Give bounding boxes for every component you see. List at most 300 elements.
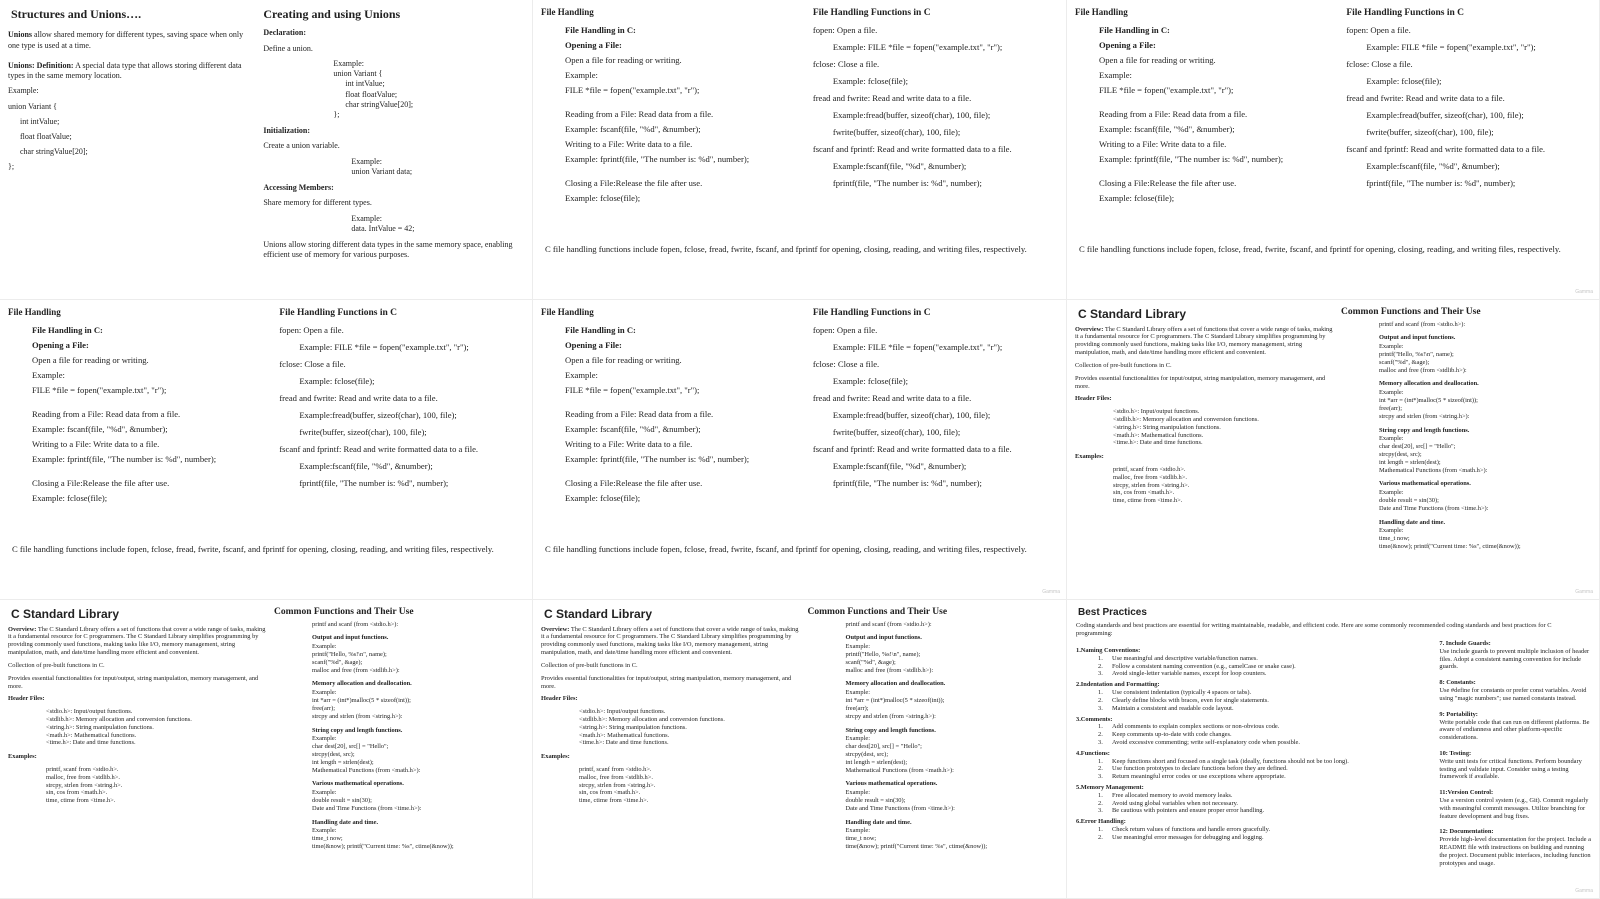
header-files-label: Header Files: bbox=[8, 695, 45, 703]
func-line: Example: bbox=[845, 789, 870, 797]
fh-func: fclose: Close a file. bbox=[812, 359, 880, 370]
fh-line: Example: fprintf(file, "The number is: %d", number); bbox=[565, 153, 750, 164]
func-heading: String copy and length functions. bbox=[312, 726, 403, 734]
fh-line: Example: fclose(file); bbox=[32, 492, 108, 503]
fh-func-example: Example:fread(buffer, sizeof(char), 100, file); bbox=[1366, 110, 1524, 121]
decl-text: Define a union. bbox=[263, 43, 313, 53]
func-line: double result = sin(30); bbox=[1379, 497, 1439, 505]
init-text: Create a union variable. bbox=[263, 141, 340, 151]
func-line: Example: bbox=[845, 689, 870, 697]
fh-line: Example: fscanf(file, "%d", &number); bbox=[1099, 123, 1235, 134]
example-item: printf, scanf from <stdio.h>. bbox=[1113, 466, 1186, 473]
bp-section bbox=[1076, 750, 1374, 781]
func-line: Example: bbox=[312, 689, 337, 697]
bp-text: Write unit tests for critical functions. Perform boundary testing and validate input. Consider using a testing framework if available. bbox=[1439, 757, 1582, 781]
fh-line: Closing a File:Release the file after use. bbox=[32, 477, 170, 488]
fh-func-example: fprintf(file, "The number is: %d", number); bbox=[832, 478, 982, 489]
header-item: <string.h>: String manipulation functions. bbox=[46, 723, 154, 731]
unions-closing: Unions allow storing different data types in the same memory space, enabling efficient use of memory for various purposes. bbox=[263, 240, 513, 260]
func-heading: String copy and length functions. bbox=[845, 726, 936, 734]
func-line: printf and scanf (from <stdio.h>): bbox=[845, 620, 932, 628]
fh-func-example: fwrite(buffer, sizeof(char), 100, file); bbox=[1366, 127, 1494, 138]
slide-file-handling[interactable] bbox=[0, 300, 533, 600]
fh-func-example: Example:fread(buffer, sizeof(char), 100, file); bbox=[832, 110, 991, 121]
fh-line: Example: bbox=[565, 369, 598, 380]
fh-func-example: Example:fscanf(file, "%d", &number); bbox=[832, 461, 967, 472]
func-line: Example: bbox=[845, 827, 870, 835]
func-line: printf("Hello, %s!\n", name); bbox=[312, 651, 387, 659]
fh-line: Example: fprintf(file, "The number is: %d", number); bbox=[1099, 153, 1284, 164]
bp-text: Write portable code that can run on different platforms. Be aware of endianness and other platform-specific considerations. bbox=[1439, 718, 1590, 742]
func-line: Mathematical Functions (from <math.h>): bbox=[312, 766, 421, 774]
slide-best-practices[interactable] bbox=[1067, 600, 1600, 899]
examples-label: Examples: bbox=[541, 753, 570, 761]
func-line: double result = sin(30); bbox=[312, 797, 372, 805]
fh-func: fscanf and fprintf: Read and write formatted data to a file. bbox=[279, 444, 479, 455]
fh-func: fread and fwrite: Read and write data to a file. bbox=[812, 393, 972, 404]
func-line: strcpy and strlen (from <string.h>): bbox=[845, 712, 936, 720]
func-heading: String copy and length functions. bbox=[1379, 426, 1470, 434]
bp-heading: 10: Testing: bbox=[1439, 749, 1472, 757]
bp-item: 3. Avoid single-letter variable names, except for loop counters. bbox=[1098, 670, 1267, 678]
stdlib-collection: Collection of pre-built functions in C. bbox=[541, 661, 638, 669]
fh-func-example: Example: fclose(file); bbox=[1366, 76, 1442, 87]
bp-section bbox=[1076, 818, 1374, 841]
bp-heading: 7. Include Guards: bbox=[1439, 640, 1491, 647]
bp-heading: 11:Version Control: bbox=[1439, 789, 1494, 797]
func-line: printf("Hello, %s!\n", name); bbox=[1379, 351, 1454, 359]
fh-summary: C file handling functions include fopen, fclose, fread, fwrite, fscanf, and fprintf for opening, closing, reading, and writing files, respectively. bbox=[1079, 243, 1561, 254]
func-heading: Memory allocation and deallocation. bbox=[1379, 380, 1479, 388]
func-heading: Various mathematical operations. bbox=[845, 780, 938, 788]
examples-list bbox=[8, 766, 269, 805]
func-line: printf and scanf (from <stdio.h>): bbox=[312, 620, 399, 628]
bp-heading: 4.Functions: bbox=[1076, 749, 1110, 757]
overview-label: Overview: bbox=[541, 625, 570, 633]
fh-func: fread and fwrite: Read and write data to a file. bbox=[279, 393, 438, 404]
func-heading: Memory allocation and deallocation. bbox=[312, 680, 412, 688]
stdlib-overview bbox=[1075, 326, 1336, 357]
watermark: Gamma bbox=[1575, 288, 1593, 295]
func-line: free(arr); bbox=[1379, 404, 1403, 412]
access-code bbox=[263, 214, 524, 234]
unions-intro bbox=[8, 30, 253, 50]
fh-func-example: fprintf(file, "The number is: %d", number); bbox=[299, 478, 449, 489]
slide-c-standard-library[interactable] bbox=[1067, 300, 1600, 600]
bp-section bbox=[1076, 647, 1374, 678]
stdlib-right-column bbox=[800, 600, 1067, 898]
examples-label: Examples: bbox=[8, 753, 37, 761]
func-line: Example: bbox=[312, 827, 337, 835]
func-heading: Handling date and time. bbox=[845, 818, 912, 826]
slide-title: File Handling bbox=[541, 7, 594, 17]
common-functions-title: Common Functions and Their Use bbox=[274, 607, 414, 617]
func-line: printf and scanf (from <stdio.h>): bbox=[1379, 320, 1466, 328]
def-term: Unions: Definition: bbox=[8, 60, 74, 70]
fh-line: FILE *file = fopen("example.txt", "r"); bbox=[32, 384, 167, 395]
code-line: }; bbox=[333, 110, 340, 119]
fh-line: Example: fscanf(file, "%d", &number); bbox=[565, 423, 701, 434]
func-line: malloc and free (from <stdlib.h>): bbox=[1379, 366, 1467, 374]
func-line: int length = strlen(dest); bbox=[312, 758, 374, 766]
bp-right-column bbox=[1439, 640, 1591, 876]
example-item: strcpy, strlen from <string.h>. bbox=[1113, 481, 1190, 489]
header-files-list bbox=[1075, 408, 1336, 447]
stdlib-left-column bbox=[0, 600, 277, 898]
slide-title: C Standard Library bbox=[544, 607, 653, 621]
fh-line: Example: fscanf(file, "%d", &number); bbox=[565, 123, 701, 134]
overview-text: The C Standard Library offers a set of functions that cover a wide range of tasks, making it a fundamental resource for C programmers. The C Standard Library simplifies programming by providing commonly used functions, making tasks like I/O, memory management, string manipulation, math, and date/time handling more efficient and convenient. bbox=[8, 625, 266, 657]
overview-label: Overview: bbox=[8, 625, 37, 633]
fh-line: Writing to a File: Write data to a file. bbox=[565, 138, 693, 149]
fh-line: FILE *file = fopen("example.txt", "r"); bbox=[565, 384, 700, 395]
watermark: Gamma bbox=[1575, 887, 1593, 894]
fh-func-example: Example: FILE *file = fopen("example.txt", "r"); bbox=[832, 342, 1003, 353]
func-line: Example: bbox=[1379, 343, 1404, 351]
examples-label: Examples: bbox=[1075, 453, 1104, 461]
func-line: Example: bbox=[845, 643, 870, 651]
example-item: strcpy, strlen from <string.h>. bbox=[579, 781, 656, 789]
bp-text: Provide high-level documentation for the project. Include a README file with instructions on building and running the project. Document public interfaces, including function prototypes and usage. bbox=[1439, 836, 1591, 867]
header-item: <string.h>: String manipulation functions. bbox=[1113, 423, 1221, 431]
example-item: time, ctime from <time.h>. bbox=[1113, 497, 1183, 505]
unions-right-column bbox=[255, 0, 532, 299]
slide-file-handling[interactable] bbox=[533, 0, 1067, 300]
header-files-label: Header Files: bbox=[541, 695, 578, 703]
fh-func-example: Example: FILE *file = fopen("example.txt", "r"); bbox=[299, 342, 469, 353]
fh-line: FILE *file = fopen("example.txt", "r"); bbox=[565, 84, 700, 95]
unions-definition bbox=[8, 61, 253, 81]
bp-item: 1. Use meaningful and descriptive variable/function names. bbox=[1098, 654, 1258, 662]
bp-section bbox=[1439, 750, 1591, 781]
common-functions-body bbox=[808, 621, 1059, 851]
func-line: malloc and free (from <stdlib.h>): bbox=[312, 666, 400, 674]
header-item: <stdlib.h>: Memory allocation and conversion functions. bbox=[1113, 415, 1259, 423]
header-item: <string.h>: String manipulation functions. bbox=[579, 723, 687, 731]
func-line: char dest[20], src[] = "Hello"; bbox=[312, 743, 389, 751]
func-line: strcpy and strlen (from <string.h>): bbox=[1379, 412, 1470, 420]
common-functions-body bbox=[274, 621, 524, 851]
fh-line: Example: fscanf(file, "%d", &number); bbox=[32, 423, 168, 434]
slide-title: C Standard Library bbox=[1078, 307, 1187, 321]
func-heading: Handling date and time. bbox=[1379, 518, 1446, 526]
bp-text: Use include guards to prevent multiple inclusion of header files. Adopt a consistent naming convention for include guards. bbox=[1439, 647, 1590, 671]
bp-section bbox=[1439, 640, 1591, 671]
slide-unions[interactable] bbox=[0, 0, 533, 300]
unions-text: allow shared memory for different types, saving space when only one type is used at a time. bbox=[8, 30, 244, 50]
fh-opening-label: Opening a File: bbox=[565, 39, 622, 50]
fh-line: Example: fclose(file); bbox=[565, 492, 641, 503]
func-heading: Output and input functions. bbox=[845, 634, 922, 642]
code-line: float floatValue; bbox=[345, 89, 398, 99]
fh-func-example: Example:fscanf(file, "%d", &number); bbox=[832, 161, 967, 172]
fh-func-example: Example: FILE *file = fopen("example.txt", "r"); bbox=[832, 42, 1003, 53]
func-line: strcpy(dest, src); bbox=[312, 750, 355, 758]
bp-item: 1. Add comments to explain complex sections or non-obvious code. bbox=[1098, 723, 1280, 731]
fh-func: fclose: Close a file. bbox=[812, 59, 880, 70]
bp-section bbox=[1439, 789, 1591, 820]
watermark: Gamma bbox=[1575, 588, 1593, 595]
slide-title: File Handling bbox=[1075, 7, 1128, 17]
code-line: char stringValue[20]; bbox=[345, 99, 414, 109]
fh-func-example: fwrite(buffer, sizeof(char), 100, file); bbox=[832, 127, 961, 138]
bp-item: 3. Be cautious with pointers and ensure proper error handling. bbox=[1098, 807, 1265, 815]
func-heading: Handling date and time. bbox=[312, 818, 379, 826]
fh-subtitle: File Handling in C: bbox=[1099, 24, 1170, 35]
slide-title: Best Practices bbox=[1078, 607, 1147, 618]
stdlib-provides: Provides essential functionalities for input/output, string manipulation, memory management, and more. bbox=[8, 674, 259, 690]
header-item: <stdlib.h>: Memory allocation and conversion functions. bbox=[46, 715, 192, 723]
bp-section bbox=[1439, 828, 1591, 867]
fh-func-example: Example: fclose(file); bbox=[832, 376, 908, 387]
fh-func-example: Example: FILE *file = fopen("example.txt", "r"); bbox=[1366, 42, 1536, 53]
bp-item: 2. Keep comments up-to-date with code changes. bbox=[1098, 731, 1232, 739]
fh-line: Writing to a File: Write data to a file. bbox=[565, 438, 693, 449]
func-heading: Memory allocation and deallocation. bbox=[845, 680, 946, 688]
header-item: <math.h>: Mathematical functions. bbox=[46, 731, 137, 739]
example-item: time, ctime from <time.h>. bbox=[579, 797, 649, 805]
fh-func-example: fprintf(file, "The number is: %d", number); bbox=[832, 178, 982, 189]
func-line: time_t now; bbox=[1379, 535, 1410, 543]
func-line: Example: bbox=[312, 643, 337, 651]
fh-line: Writing to a File: Write data to a file. bbox=[1099, 138, 1227, 149]
slide-title: File Handling bbox=[8, 307, 61, 317]
fh-line: Example: fprintf(file, "The number is: %d", number); bbox=[32, 453, 217, 464]
header-item: <time.h>: Date and time functions. bbox=[1113, 439, 1203, 447]
bp-text: Use #define for constants or prefer const variables. Avoid using "magic numbers"; use named constants instead. bbox=[1439, 687, 1587, 702]
bp-item: 3. Avoid excessive commenting; write self-explanatory code when possible. bbox=[1098, 738, 1300, 746]
common-functions-title: Common Functions and Their Use bbox=[1341, 307, 1481, 317]
bp-item: 2. Use function prototypes to declare functions before they are defined. bbox=[1098, 765, 1288, 773]
func-line: int *arr = (int*)malloc(5 * sizeof(int)); bbox=[312, 697, 411, 705]
stdlib-collection: Collection of pre-built functions in C. bbox=[1075, 361, 1172, 369]
fh-func: fclose: Close a file. bbox=[279, 359, 346, 370]
bp-heading: 9: Portability: bbox=[1439, 710, 1478, 718]
func-line: double result = sin(30); bbox=[845, 797, 906, 805]
access-text: Share memory for different types. bbox=[263, 198, 372, 208]
decl-label: Declaration: bbox=[263, 28, 307, 38]
header-item: <stdio.h>: Input/output functions. bbox=[579, 708, 666, 716]
func-line: Example: bbox=[1379, 527, 1404, 535]
bp-item: 3. Maintain a consistent and readable code layout. bbox=[1098, 704, 1234, 712]
bp-item: 2. Avoid using global variables when not necessary. bbox=[1098, 799, 1239, 807]
func-line: int length = strlen(dest); bbox=[845, 758, 908, 766]
stdlib-overview bbox=[541, 626, 802, 657]
example-item: sin, cos from <math.h>. bbox=[46, 789, 108, 797]
fh-functions-title: File Handling Functions in C bbox=[279, 308, 398, 318]
code-line: int intValue; bbox=[20, 116, 60, 126]
func-line: time(&now); printf("Current time: %s", ctime(&now)); bbox=[845, 843, 988, 851]
fh-func-example: fwrite(buffer, sizeof(char), 100, file); bbox=[832, 427, 961, 438]
bp-section bbox=[1076, 716, 1374, 747]
header-item: <stdio.h>: Input/output functions. bbox=[1113, 408, 1200, 416]
fh-func-example: Example: fclose(file); bbox=[299, 376, 375, 387]
func-line: Example: bbox=[1379, 489, 1404, 497]
bp-section bbox=[1439, 679, 1591, 702]
bp-item: 2. Follow a consistent naming convention (e.g., camelCase or snake case). bbox=[1098, 662, 1296, 670]
fh-line: Open a file for reading or writing. bbox=[565, 54, 682, 65]
bp-heading: 5.Memory Management: bbox=[1076, 784, 1144, 791]
fh-func: fscanf and fprintf: Read and write formatted data to a file. bbox=[1346, 144, 1546, 155]
decl-code bbox=[263, 59, 524, 120]
bp-item: 3. Return meaningful error codes or use exceptions where appropriate. bbox=[1098, 773, 1286, 781]
unions-term: Unions bbox=[8, 30, 33, 40]
fh-opening-label: Opening a File: bbox=[32, 339, 89, 350]
stdlib-left-column bbox=[1067, 300, 1344, 599]
bp-item: 1. Check return values of functions and handle errors gracefully. bbox=[1098, 826, 1271, 834]
code-line: char stringValue[20]; bbox=[20, 147, 88, 157]
code-line: union Variant { bbox=[8, 101, 58, 111]
code-line: Example: bbox=[351, 213, 383, 223]
def-text: A special data type that allows storing different data types in the same memory location. bbox=[8, 60, 242, 81]
func-line: time_t now; bbox=[312, 835, 343, 843]
bp-heading: 2.Indentation and Formatting: bbox=[1076, 681, 1160, 689]
example-item: strcpy, strlen from <string.h>. bbox=[46, 781, 123, 789]
func-line: printf("Hello, %s!\n", name); bbox=[845, 651, 921, 659]
init-code bbox=[263, 157, 524, 177]
fh-summary: C file handling functions include fopen, fclose, fread, fwrite, fscanf, and fprintf for opening, closing, reading, and writing files, respectively. bbox=[545, 243, 1027, 254]
header-item: <stdio.h>: Input/output functions. bbox=[46, 708, 133, 716]
bp-section bbox=[1076, 681, 1374, 712]
code-line: int intValue; bbox=[345, 79, 385, 89]
examples-list bbox=[541, 766, 802, 805]
unions-left-column bbox=[0, 0, 261, 299]
fh-line: Closing a File:Release the file after use. bbox=[1099, 177, 1237, 188]
fh-line: Writing to a File: Write data to a file. bbox=[32, 438, 160, 449]
example-item: malloc, free from <stdlib.h>. bbox=[579, 773, 653, 781]
bp-item: 2. Clearly define blocks with braces, even for single statements. bbox=[1098, 696, 1269, 704]
stdlib-overview bbox=[8, 626, 269, 657]
func-line: Example: bbox=[312, 789, 337, 797]
func-line: Example: bbox=[1379, 389, 1404, 397]
overview-text: The C Standard Library offers a set of functions that cover a wide range of tasks, making it a fundamental resource for C programmers. The C Standard Library simplifies programming by providing commonly used functions, making tasks like I/O, memory management, string manipulation, math, and date/time handling more efficient and convenient. bbox=[541, 625, 799, 657]
bp-item: 2. Use meaningful error messages for debugging and logging. bbox=[1098, 833, 1264, 841]
fh-line: Example: fclose(file); bbox=[1099, 192, 1175, 203]
fh-line: Example: fprintf(file, "The number is: %d", number); bbox=[565, 453, 750, 464]
bp-section bbox=[1439, 711, 1591, 742]
stdlib-collection: Collection of pre-built functions in C. bbox=[8, 661, 105, 669]
fh-func-example: Example:fscanf(file, "%d", &number); bbox=[1366, 161, 1500, 172]
func-line: free(arr); bbox=[845, 704, 869, 712]
slide-c-standard-library[interactable] bbox=[0, 600, 533, 899]
stdlib-provides: Provides essential functionalities for input/output, string manipulation, memory management, and more. bbox=[541, 674, 792, 690]
fh-functions-title: File Handling Functions in C bbox=[1346, 8, 1465, 18]
func-line: free(arr); bbox=[312, 704, 336, 712]
func-line: Example: bbox=[1379, 435, 1404, 443]
func-heading: Various mathematical operations. bbox=[1379, 480, 1471, 488]
slide-title: Creating and using Unions bbox=[263, 7, 401, 21]
fh-functions-title: File Handling Functions in C bbox=[812, 8, 931, 18]
fh-line: Reading from a File: Read data from a file. bbox=[32, 408, 181, 419]
example-label: Example: bbox=[8, 86, 39, 96]
fh-opening-label: Opening a File: bbox=[565, 339, 622, 350]
code-line: }; bbox=[8, 162, 15, 172]
func-line: Mathematical Functions (from <math.h>): bbox=[1379, 466, 1488, 474]
stdlib-right-column bbox=[1333, 300, 1599, 599]
fh-line: Open a file for reading or writing. bbox=[565, 354, 682, 365]
func-line: char dest[20], src[] = "Hello"; bbox=[845, 743, 922, 751]
fh-func: fopen: Open a file. bbox=[812, 25, 878, 36]
fh-line: Closing a File:Release the file after use. bbox=[565, 477, 703, 488]
example-item: time, ctime from <time.h>. bbox=[46, 797, 116, 805]
bp-heading: 8: Constants: bbox=[1439, 679, 1476, 687]
slide-file-handling[interactable] bbox=[1067, 0, 1600, 300]
func-line: int *arr = (int*)malloc(5 * sizeof(int)); bbox=[845, 697, 945, 705]
fh-opening-label: Opening a File: bbox=[1099, 39, 1156, 50]
fh-line: Example: bbox=[565, 69, 598, 80]
common-functions-title: Common Functions and Their Use bbox=[807, 607, 948, 617]
example-item: malloc, free from <stdlib.h>. bbox=[1113, 473, 1187, 481]
fh-line: Example: bbox=[1099, 69, 1132, 80]
common-functions-body bbox=[1341, 321, 1591, 551]
fh-line: Open a file for reading or writing. bbox=[1099, 54, 1216, 65]
slide-file-handling[interactable] bbox=[533, 300, 1067, 600]
func-heading: Output and input functions. bbox=[1379, 334, 1456, 342]
bp-heading: 3.Comments: bbox=[1076, 715, 1113, 723]
fh-line: Example: fclose(file); bbox=[565, 192, 641, 203]
overview-label: Overview: bbox=[1075, 325, 1104, 333]
fh-line: Open a file for reading or writing. bbox=[32, 354, 149, 365]
func-heading: Various mathematical operations. bbox=[312, 780, 404, 788]
fh-functions-title: File Handling Functions in C bbox=[812, 308, 931, 318]
fh-line: Example: bbox=[32, 369, 65, 380]
func-line: char dest[20], src[] = "Hello"; bbox=[1379, 443, 1456, 451]
code-line: Example: bbox=[351, 156, 383, 166]
header-item: <math.h>: Mathematical functions. bbox=[1113, 431, 1204, 439]
fh-func: fopen: Open a file. bbox=[279, 325, 344, 336]
func-line: strcpy(dest, src); bbox=[845, 750, 889, 758]
code-line: float floatValue; bbox=[20, 132, 72, 141]
access-label: Accessing Members: bbox=[263, 183, 334, 193]
fh-line: FILE *file = fopen("example.txt", "r"); bbox=[1099, 84, 1234, 95]
example-item: printf, scanf from <stdio.h>. bbox=[46, 766, 119, 773]
examples-list bbox=[1075, 466, 1336, 505]
bp-item: 1. Free allocated memory to avoid memory leaks. bbox=[1098, 791, 1233, 799]
func-line: time(&now); printf("Current time: %s", ctime(&now)); bbox=[1379, 543, 1521, 551]
example-item: sin, cos from <math.h>. bbox=[1113, 489, 1175, 497]
bp-heading: 12: Documentation: bbox=[1439, 828, 1494, 836]
example-item: sin, cos from <math.h>. bbox=[579, 789, 641, 797]
func-line: strcpy and strlen (from <string.h>): bbox=[312, 712, 403, 720]
header-files-list bbox=[8, 708, 269, 747]
code-line: union Variant data; bbox=[351, 166, 413, 176]
header-files-list bbox=[541, 708, 802, 747]
func-line: scanf("%d", &age); bbox=[845, 658, 896, 666]
bp-section bbox=[1076, 784, 1374, 815]
bp-item: 1. Keep functions short and focused on a single task (ideally, functions should not be too long). bbox=[1098, 757, 1349, 765]
slide-c-standard-library[interactable] bbox=[533, 600, 1067, 899]
bp-left-column bbox=[1076, 644, 1374, 842]
fh-func-example: fprintf(file, "The number is: %d", number); bbox=[1366, 178, 1516, 189]
func-line: time(&now); printf("Current time: %s", ctime(&now)); bbox=[312, 843, 454, 851]
fh-line: Closing a File:Release the file after use. bbox=[565, 177, 703, 188]
stdlib-left-column bbox=[533, 600, 810, 898]
header-item: <stdlib.h>: Memory allocation and conversion functions. bbox=[579, 715, 725, 723]
func-line: malloc and free (from <stdlib.h>): bbox=[845, 666, 934, 674]
func-line: Example: bbox=[312, 735, 337, 743]
func-line: Date and Time Functions (from <time.h>): bbox=[312, 804, 422, 812]
fh-subtitle: File Handling in C: bbox=[565, 324, 636, 335]
overview-text: The C Standard Library offers a set of functions that cover a wide range of tasks, making it a fundamental resource for C programmers. The C Standard Library simplifies programming by providing commonly used functions, making tasks like I/O, memory management, string manipulation, math, and date/time handling more efficient and convenient. bbox=[1075, 325, 1333, 357]
func-heading: Output and input functions. bbox=[312, 634, 389, 642]
func-line: scanf("%d", &age); bbox=[312, 658, 363, 666]
slide-title: Structures and Unions…. bbox=[11, 7, 142, 21]
header-item: <time.h>: Date and time functions. bbox=[46, 739, 136, 747]
fh-line: Reading from a File: Read data from a file. bbox=[1099, 108, 1248, 119]
fh-func-example: Example:fread(buffer, sizeof(char), 100, file); bbox=[299, 410, 457, 421]
bp-text: Use a version control system (e.g., Git). Commit regularly with meaningful commit messages. Utilize branching for feature development and bug fixes. bbox=[1439, 797, 1589, 820]
fh-summary: C file handling functions include fopen, fclose, fread, fwrite, fscanf, and fprintf for opening, closing, reading, and writing files, respectively. bbox=[545, 543, 1027, 554]
